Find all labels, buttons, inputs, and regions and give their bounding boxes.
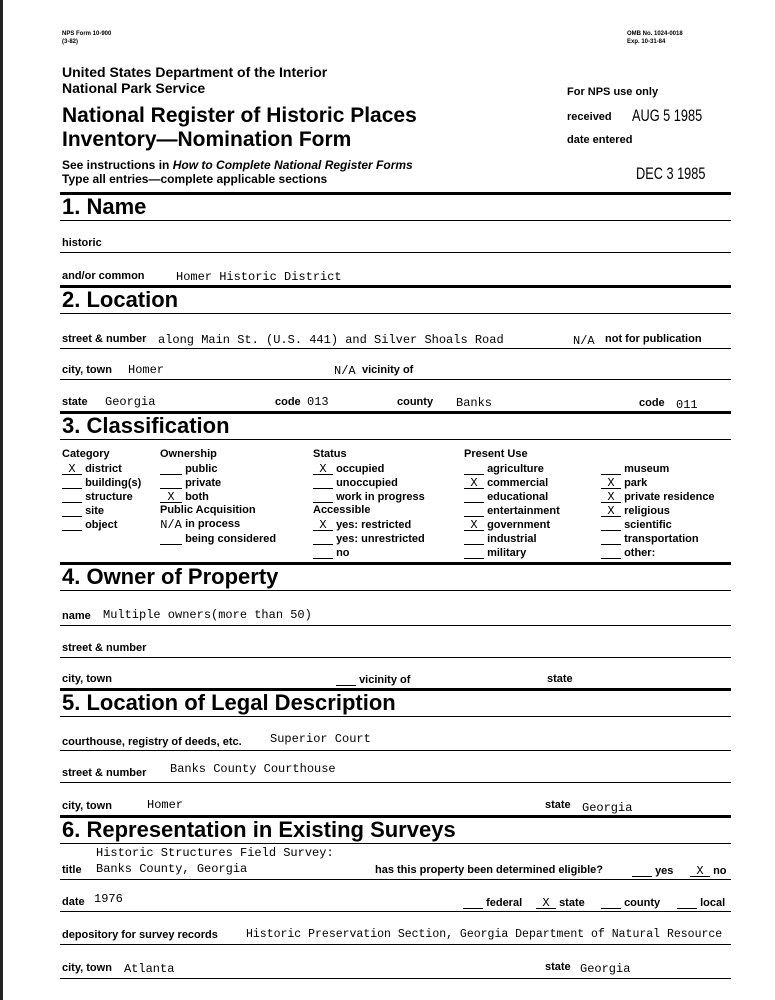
county-value: Banks [456,396,493,410]
present-use-item: X commercial [464,476,548,489]
eligible-question: has this property been determined eligible? [375,864,603,876]
nps-use-label: For NPS use only [567,86,659,98]
accessible-item: no [313,546,350,559]
section-6-title: 6. Representation in Existing Surveys [62,817,456,842]
county-code-label: code [639,397,665,409]
divider [60,252,731,253]
depository-state-label: state [545,961,571,973]
present-use-item: entertainment [464,504,560,517]
divider [60,379,731,380]
county-code-value: 011 [676,398,698,412]
ownership-header: Ownership [160,448,217,460]
category-item: structure [62,490,133,503]
legal-street-label: street & number [62,767,147,779]
eligible-yes: yes [632,864,673,877]
depository-city-label: city, town [62,962,112,974]
ownership-item: public [160,462,217,475]
instructions-1: See instructions in How to Complete National Register Forms [62,158,413,172]
present-use-item: other: [601,546,655,559]
accessible-item: yes: unrestricted [313,532,425,545]
owner-vicinity: vicinity of [336,673,410,686]
street-label: street & number [62,333,147,345]
nfp-label: not for publication [605,333,702,345]
level-state: X state [536,896,585,909]
owner-name-value: Multiple owners(more than 50) [103,608,312,622]
survey-title-value-2: Banks County, Georgia [96,862,248,876]
eligible-no: X no [690,864,727,877]
divider [60,220,731,221]
category-item: object [62,518,117,531]
divider [60,590,731,591]
divider [60,879,731,880]
divider [60,657,731,658]
owner-city-label: city, town [62,673,112,685]
acquisition-item: N/A in process [160,518,241,532]
city-label: city, town [62,364,112,376]
section-2-title: 2. Location [62,287,179,312]
section-1-rule [60,192,731,195]
county-label: county [397,396,434,408]
level-local: local [677,896,725,909]
present-use-item: X park [601,476,647,489]
present-use-item: educational [464,490,548,503]
form-title-1: National Register of Historic Places [62,104,417,127]
form-number: NPS Form 10-900 [62,31,112,37]
ownership-item: private [160,476,221,489]
present-use-item: agriculture [464,462,544,475]
survey-date-label: date [62,896,85,908]
depository-state-value: Georgia [580,962,631,976]
vicinity-label: vicinity of [362,364,414,376]
section-1-title: 1. Name [62,194,147,219]
date-entered-label: date entered [567,134,633,146]
date-entered-stamp: DEC 3 1985 [636,164,706,183]
status-header: Status [313,448,347,460]
category-header: Category [62,448,110,460]
department: United States Department of the Interior [62,64,328,80]
divider [60,439,731,440]
divider [60,911,731,912]
omb-number: OMB No. 1024-0018 [627,31,683,37]
status-item: work in progress [313,490,425,503]
present-use-item: X religious [601,504,670,517]
present-use-item: scientific [601,518,672,531]
present-use-item: X government [464,518,550,531]
survey-date-value: 1976 [94,892,123,906]
street-value: along Main St. (U.S. 441) and Silver Shoals Road [158,333,504,347]
present-use-item: military [464,546,526,559]
common-name-label: and/or common [62,270,145,282]
divider [60,348,731,349]
divider [60,313,731,314]
acquisition-item: being considered [160,532,276,545]
divider [60,782,731,783]
survey-title-label: title [62,864,82,876]
legal-city-value: Homer [147,798,184,812]
present-use-item: X private residence [601,490,715,503]
divider [60,625,731,626]
instructions-2: Type all entries—complete applicable sections [62,172,328,186]
acquisition-header: Public Acquisition [160,504,256,516]
code-label: code [275,396,301,408]
divider [60,716,731,717]
state-label: state [62,396,88,408]
owner-name-label: name [62,610,91,622]
expiration: Exp. 10-31-84 [627,39,666,45]
agency: National Park Service [62,80,206,96]
category-item: site [62,504,104,517]
courthouse-label: courthouse, registry of deeds, etc. [62,736,242,748]
city-value: Homer [128,363,165,377]
accessible-header: Accessible [313,504,371,516]
received-label: received [567,111,612,123]
divider [60,750,731,751]
level-county: county [601,896,660,909]
vicinity-mark: N/A [334,364,356,378]
category-item: X district [62,462,122,475]
divider [60,843,731,844]
status-item: unoccupied [313,476,398,489]
present-use-item: transportation [601,532,699,545]
divider [60,944,731,945]
depository-label: depository for survey records [62,929,218,941]
level-federal: federal [463,896,522,909]
accessible-item: X yes: restricted [313,518,411,531]
survey-title-value-1: Historic Structures Field Survey: [96,846,334,860]
ownership-item: X both [160,490,209,503]
received-stamp: AUG 5 1985 [632,106,703,125]
present-use-item: museum [601,462,669,475]
section-5-title: 5. Location of Legal Description [62,690,396,715]
code-value: 013 [307,395,329,409]
courthouse-value: Superior Court [270,732,371,746]
depository-city-value: Atlanta [124,962,175,976]
legal-state-label: state [545,799,571,811]
form-revision: (3-82) [62,39,79,45]
category-item: building(s) [62,476,141,489]
legal-city-label: city, town [62,800,112,812]
depository-value: Historic Preservation Section, Georgia Department of Natural Resource [246,928,723,941]
present-use-header: Present Use [464,448,528,460]
present-use-item: industrial [464,532,537,545]
common-name-value: Homer Historic District [176,270,342,284]
scan-edge [0,0,3,1000]
nfp-mark: N/A [573,334,595,348]
section-4-title: 4. Owner of Property [62,564,279,589]
section-3-title: 3. Classification [62,413,230,438]
divider [60,978,731,979]
status-item: X occupied [313,462,384,475]
historic-label: historic [62,237,102,249]
owner-state-label: state [547,673,573,685]
legal-street-value: Banks County Courthouse [170,762,336,776]
legal-state-value: Georgia [582,801,633,815]
form-title-2: Inventory—Nomination Form [62,128,352,151]
state-value: Georgia [105,395,156,409]
owner-street-label: street & number [62,642,147,654]
